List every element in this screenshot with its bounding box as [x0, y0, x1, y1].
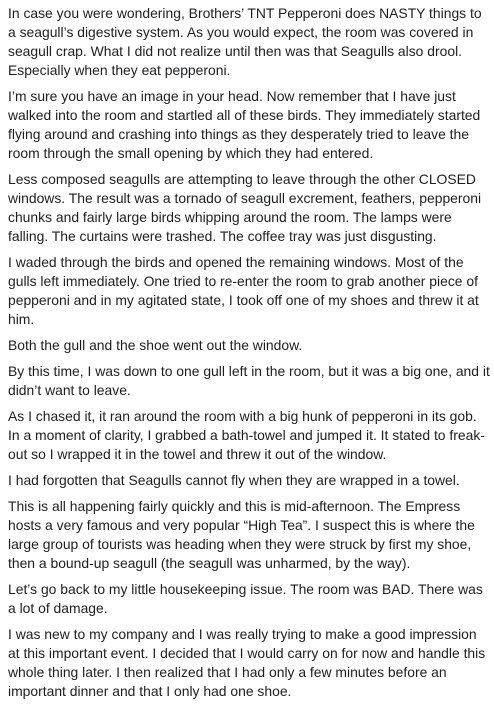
post-paragraph-2: I’m sure you have an image in your head. Now remember that I have just walked into the room and startled all of these birds. They immediately started flying around and crashing into things as they desperately tried to leave the room through the small opening by which they had entered.: [8, 88, 481, 161]
post-paragraph-11: Let’s go back to my little housekeeping issue. The room was BAD. There was a lot of damage.: [8, 581, 483, 616]
post-paragraph-4: I waded through the birds and opened the remaining windows. Most of the gulls left immediately. One tried to re-enter the room to grab another piece of pepperoni and in my agitated state, I took off one of my shoes and threw it at him.: [8, 254, 479, 327]
post-paragraph-9: I had forgotten that Seagulls cannot fly when they are wrapped in a towel.: [8, 472, 460, 488]
post-paragraph-5: Both the gull and the shoe went out the window.: [8, 337, 303, 353]
post-paragraph-7: As I chased it, it ran around the room with a big hunk of pepperoni in its gob.: [8, 408, 477, 424]
post-paragraph-12: I was new to my company and I was really trying to make a good impression at this important event. I decided that I would carry on for now and handle this whole thing later. I then realized that I had only a few minutes before an important dinner and that I only had one shoe.: [8, 626, 486, 699]
post-paragraph-3: Less composed seagulls are attempting to leave through the other CLOSED windows. The result was a tornado of seagull excrement, feathers, pepperoni chunks and fairly large birds whipping around the room. The lamps were falling. The curtains were trashed. The coffee tray was just disgusting.: [8, 171, 482, 244]
post-paragraph-8: In a moment of clarity, I grabbed a bath-towel and jumped it. It stated to freak-out so I wrapped it in the towel and threw it out of the window.: [8, 427, 485, 462]
post-paragraph-1: In case you were wondering, Brothers’ TNT Pepperoni does NASTY things to a seagull’s digestive system. As you would expect, the room was covered in seagull crap. What I did not realize until then was that Seagulls also drool. Especially when they eat pepperoni.: [8, 5, 482, 78]
post-paragraph-6: By this time, I was down to one gull left in the room, but it was a big one, and it didn’t want to leave.: [8, 363, 490, 398]
post-body: [8, 4, 490, 708]
post-paragraph-10: This is all happening fairly quickly and this is mid-afternoon. The Empress hosts a very famous and very popular “High Tea”. I suspect this is where the large group of tourists was heading when they were struck by first my shoe, then a bound-up seagull (the seagull was unharmed, by the way).: [8, 498, 475, 571]
